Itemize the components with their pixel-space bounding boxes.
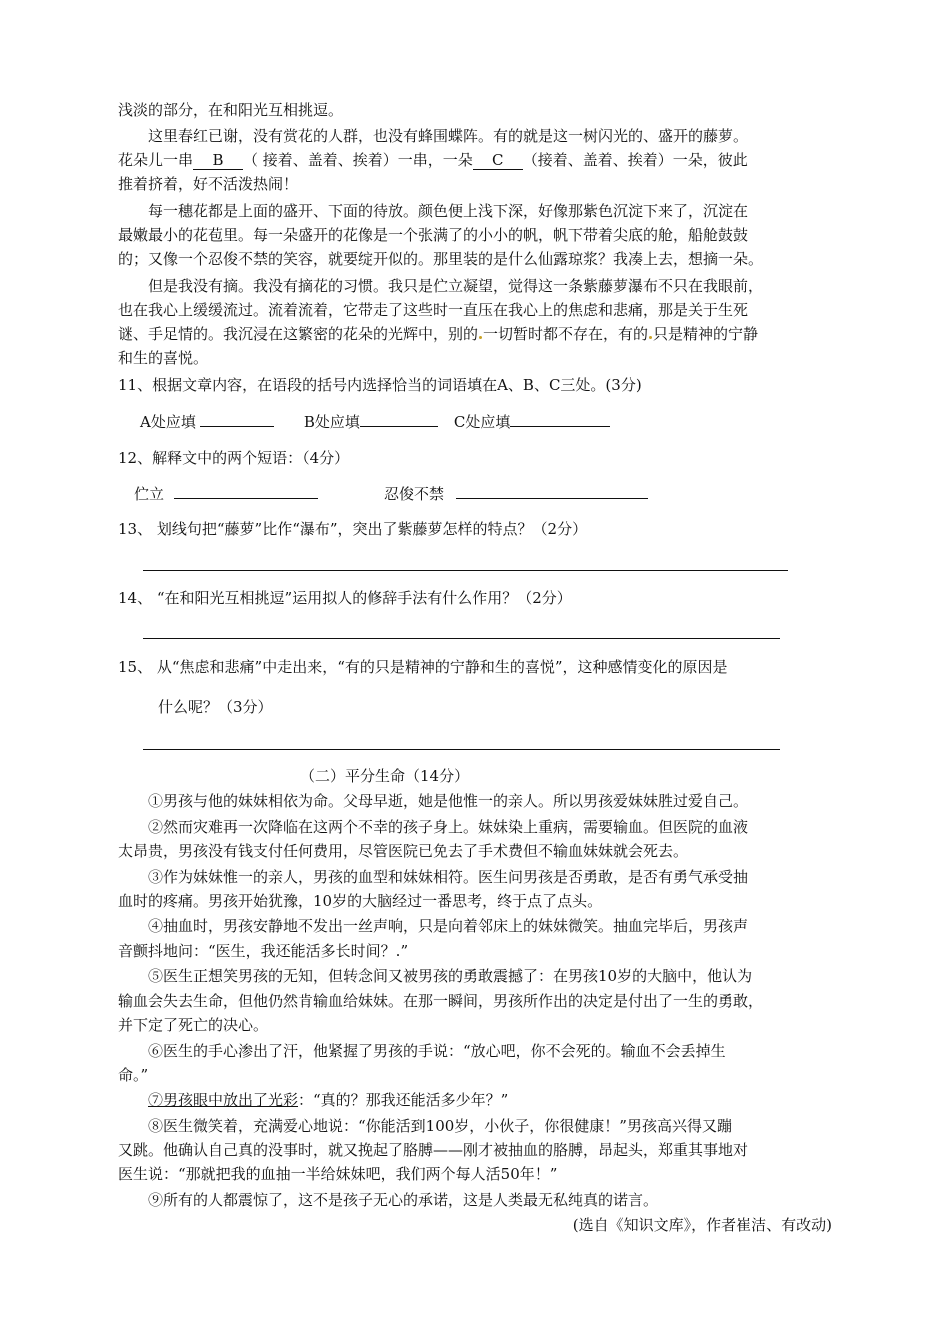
paragraph-8-cont: 又跳。他确认自己真的没事时，就又挽起了胳膊——刚才被抽血的胳膊，昂起头，郑重其事地对: [118, 1141, 749, 1159]
q12-answers: 伫立 忍俊不禁: [134, 484, 648, 504]
answer-zhuli-field[interactable]: [174, 498, 318, 499]
blank-b: B: [193, 152, 243, 170]
question-12: 12、解释文中的两个短语：（4分）: [118, 449, 350, 467]
paragraph-5: ⑤医生正想笑男孩的无知，但转念间又被男孩的勇敢震撼了：在男孩10岁的大脑中，他认为: [148, 967, 753, 985]
passage-line: 谜、手足情的。我沉浸在这繁密的花朵的光辉中，别的 一切暂时都不存在，有的 只是精神的宁静: [118, 325, 759, 343]
passage-line: 也在我心上缓缓流过。流着流着，它带走了这些时一直压在我心上的焦虑和悲痛，那是关于生死: [118, 301, 749, 319]
paragraph-1: ①男孩与他的妹妹相依为命。父母早逝，她是他惟一的亲人。所以男孩爱妹妹胜过爱自己。: [148, 792, 749, 810]
blank-c: C: [473, 152, 523, 170]
answer-b-field[interactable]: [360, 426, 438, 427]
answer-renjunbujin-field[interactable]: [456, 498, 648, 499]
paragraph-8: ⑧医生微笑着，充满爱心地说：“你能活到100岁，小伙子，你很健康！”男孩高兴得又蹦: [148, 1117, 732, 1135]
underlined-sentence: ⑦男孩眼中放出了光彩: [148, 1091, 299, 1109]
paragraph-5-cont: 并下定了死亡的决心。: [118, 1016, 269, 1034]
passage-line: 和生的喜悦。: [118, 349, 209, 367]
paragraph-6: ⑥医生的手心渗出了汗，他紧握了男孩的手说：“放心吧，你不会死的。输血不会丢掉生: [148, 1042, 726, 1060]
question-13: 13、 划线句把“藤萝”比作“瀑布”，突出了紫藤萝怎样的特点？（2分）: [118, 520, 588, 538]
q11-answers: A处应填 B处应填 C处应填: [140, 412, 610, 432]
paragraph-7: ⑦男孩眼中放出了光彩：“真的？那我还能活多少年？”: [148, 1091, 509, 1109]
paragraph-6-cont: 命。”: [118, 1066, 149, 1084]
passage-line: 浅淡的部分，在和阳光互相挑逗。: [118, 101, 344, 119]
passage-line: 但是我没有摘。我没有摘花的习惯。我只是伫立凝望，觉得这一条紫藤萝瀑布不只在我眼前，: [148, 277, 764, 295]
answer-line-15[interactable]: [143, 749, 780, 750]
question-15: 15、 从“焦虑和悲痛”中走出来，“有的只是精神的宁静和生的喜悦”，这种感情变化的原因是: [118, 658, 728, 676]
question-11: 11、根据文章内容，在语段的括号内选择恰当的词语填在A、B、C三处。(3分): [118, 376, 642, 394]
paragraph-5-cont: 输血会失去生命，但他仍然肯输血给妹妹。在那一瞬间，男孩所作出的决定是付出了一生的勇敢，: [118, 992, 764, 1010]
answer-c-field[interactable]: [510, 426, 610, 427]
passage-line: 花朵儿一串 B （ 接着、盖着、挨着）一串，一朵 C （接着、盖着、挨着）一朵，彼此: [118, 151, 748, 169]
answer-line-13[interactable]: [143, 570, 788, 571]
passage-line: 每一穗花都是上面的盛开、下面的待放。颜色便上浅下深，好像那紫色沉淀下来了，沉淀在: [148, 202, 749, 220]
paragraph-3-cont: 血时的疼痛。男孩开始犹豫，10岁的大脑经过一番思考，终于点了点头。: [118, 892, 603, 910]
passage-line: 这里春红已谢，没有赏花的人群，也没有蜂围蝶阵。有的就是这一树闪光的、盛开的藤萝。: [148, 127, 749, 145]
answer-line-14[interactable]: [143, 638, 780, 639]
paragraph-3: ③作为妹妹惟一的亲人，男孩的血型和妹妹相符。医生问男孩是否勇敢，是否有勇气承受抽: [148, 868, 749, 886]
passage-line: 推着挤着，好不活泼热闹！: [118, 175, 299, 193]
paragraph-2-cont: 太昂贵，男孩没有钱支付任何费用，尽管医院已免去了手术费但不输血妹妹就会死去。: [118, 842, 689, 860]
paragraph-2: ②然而灾难再一次降临在这两个不幸的孩子身上。妹妹染上重病，需要输血。但医院的血液: [148, 818, 749, 836]
question-14: 14、 “在和阳光互相挑逗”运用拟人的修辞手法有什么作用？（2分）: [118, 589, 572, 607]
source-citation: (选自《知识文库》，作者崔洁、有改动): [572, 1216, 832, 1234]
question-15-cont: 什么呢？（3分）: [158, 698, 273, 716]
section-title: （二）平分生命（14分）: [300, 767, 470, 785]
paragraph-4-cont: 音颤抖地问：“医生，我还能活多长时间？.”: [118, 942, 409, 960]
passage-line: 的；又像一个忍俊不禁的笑容，就要绽开似的。那里装的是什么仙露琼浆？我凑上去，想摘一朵。: [118, 250, 764, 268]
answer-a-field[interactable]: [200, 426, 274, 427]
passage-line: 最嫩最小的花苞里。每一朵盛开的花像是一个张满了的小小的帆，帆下带着尖底的舱，船舱鼓鼓: [118, 226, 749, 244]
paragraph-4: ④抽血时，男孩安静地不发出一丝声响，只是向着邻床上的妹妹微笑。抽血完毕后，男孩声: [148, 917, 749, 935]
paragraph-9: ⑨所有的人都震惊了，这不是孩子无心的承诺，这是人类最无私纯真的诺言。: [148, 1191, 659, 1209]
paragraph-8-cont: 医生说：“那就把我的血抽一半给妹妹吧，我们两个每人活50年！”: [118, 1165, 558, 1183]
